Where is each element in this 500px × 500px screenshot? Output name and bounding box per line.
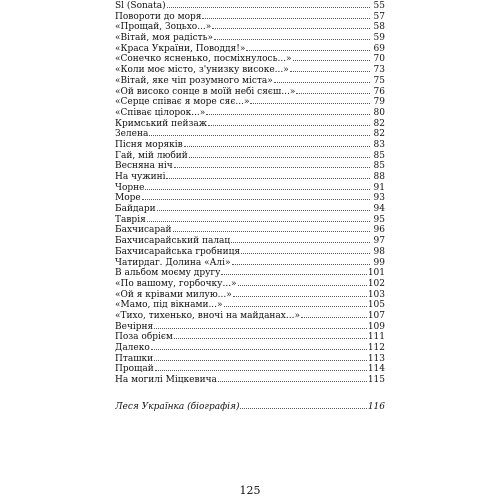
toc-entry-title: «Краса України, Поводдя!»: [115, 43, 246, 54]
toc-entry: [115, 331, 385, 342]
dot-leader: [184, 139, 370, 147]
toc-entry-page: 85: [373, 161, 385, 171]
dot-leader: [174, 160, 370, 168]
table-of-contents: [115, 0, 385, 411]
dot-leader: [166, 171, 370, 179]
toc-entry-page: 99: [373, 257, 385, 268]
toc-entry-title: Леся Українка (біографія): [115, 401, 240, 412]
toc-entry: [115, 150, 385, 161]
dot-leader: [218, 374, 367, 382]
toc-entry-title: «Вітай, яке чіп розумного міста»: [115, 75, 273, 86]
toc-entry: [115, 374, 385, 385]
toc-entry-page: 82: [373, 118, 385, 129]
dot-leader: [301, 310, 367, 318]
dot-leader: [149, 128, 370, 136]
toc-entry-title: На чужині: [115, 172, 166, 182]
toc-entry-title: Бахчисарайська гробниця: [115, 246, 241, 257]
toc-entry-page: 93: [373, 193, 385, 204]
toc-entry-title: Прощай: [115, 364, 154, 375]
dot-leader: [241, 246, 370, 254]
toc-entry: [115, 321, 385, 332]
toc-entry: [115, 267, 385, 278]
toc-entry-page: 88: [373, 172, 385, 182]
toc-entry-page: 101: [367, 268, 385, 278]
toc-entry-page: 105: [367, 300, 385, 310]
toc-entry-title: «Серце співає я море сяє...»: [115, 97, 250, 107]
dot-leader: [154, 321, 367, 329]
toc-entry: [115, 171, 385, 182]
toc-entry: [115, 299, 385, 310]
toc-entry-page: 70: [373, 54, 385, 65]
toc-entry-title: Таврія: [115, 214, 146, 225]
toc-entry-page: 59: [373, 33, 385, 43]
toc-entry: [115, 21, 385, 32]
toc-entry: [115, 289, 385, 300]
toc-entry-title: Кримський пейзаж: [115, 118, 208, 129]
toc-entry: [115, 96, 385, 107]
page-number: 125: [239, 484, 261, 497]
toc-entry: [115, 107, 385, 118]
dot-leader: [214, 32, 370, 40]
dot-leader: [290, 64, 370, 72]
toc-entry: [115, 310, 385, 321]
dot-leader: [224, 299, 367, 307]
toc-entry-title: «Ой я крівами милую...»: [115, 289, 232, 300]
dot-leader: [147, 214, 370, 222]
dot-leader: [145, 182, 370, 190]
dot-leader: [155, 363, 367, 371]
toc-entry-title: Море: [115, 193, 141, 204]
toc-entry-title: «Сонечко ясненько, посміхнулось...»: [115, 54, 292, 65]
toc-entry: [115, 401, 385, 412]
toc-entry-title: Вечірня: [115, 321, 154, 332]
dot-leader: [142, 192, 370, 200]
toc-entry-page: 82: [373, 129, 385, 139]
dot-leader: [157, 203, 370, 211]
toc-entry: [115, 160, 385, 171]
dot-leader: [173, 224, 370, 232]
toc-entry-page: 109: [367, 321, 385, 332]
toc-entry-title: «Прощай, Зоцьхо...»: [115, 22, 212, 33]
toc-entry: [115, 86, 385, 97]
toc-entry-page: 97: [373, 236, 385, 246]
dot-leader: [208, 118, 370, 126]
toc-entry-title: «Тихо, тихенько, вночі на майданах...»: [115, 310, 300, 321]
dot-leader: [238, 278, 367, 286]
toc-entry-page: 113: [367, 353, 385, 364]
toc-entry-title: На могилі Міцкевича: [115, 375, 217, 385]
toc-entry: [115, 246, 385, 257]
toc-entry: [115, 342, 385, 353]
toc-entry-title: «Мамо, під вікнами...»: [115, 300, 223, 310]
toc-entry: [115, 278, 385, 289]
dot-leader: [151, 342, 367, 350]
toc-entry: [115, 75, 385, 86]
dot-leader: [274, 75, 370, 83]
toc-entry-page: 75: [373, 75, 385, 86]
toc-entry-page: 79: [373, 97, 385, 107]
toc-entry-page: 85: [373, 150, 385, 161]
toc-entry-page: 73: [373, 65, 385, 75]
toc-entry: [115, 363, 385, 374]
toc-entry: [115, 353, 385, 364]
toc-entry-page: 102: [367, 278, 385, 289]
toc-entry-title: Далеко: [115, 343, 150, 353]
dot-leader: [293, 53, 370, 61]
dot-leader: [206, 107, 370, 115]
toc-entry-title: Гай, мій любий: [115, 150, 188, 161]
dot-leader: [174, 331, 367, 339]
toc-entry-title: Поза обрієм: [115, 332, 173, 342]
toc-entry: [115, 43, 385, 54]
toc-entry: [115, 64, 385, 75]
dot-leader: [231, 235, 370, 243]
toc-entry: [115, 32, 385, 43]
dot-leader: [167, 0, 370, 8]
toc-entry-page: 91: [373, 182, 385, 193]
toc-entry-page: 94: [373, 204, 385, 214]
toc-entry-page: 80: [373, 107, 385, 118]
toc-entry-page: 112: [367, 343, 385, 353]
toc-entry: [115, 0, 385, 11]
toc-entry: [115, 224, 385, 235]
toc-entry-title: В альбом моєму другу: [115, 268, 221, 278]
toc-entry-page: 115: [367, 375, 385, 385]
toc-entry: [115, 192, 385, 203]
toc-entry-title: Бахчисарайський палац: [115, 236, 231, 246]
toc-entry-title: «По вашому, горбочку...»: [115, 278, 237, 289]
toc-entry-title: Зелена: [115, 129, 149, 139]
toc-entry-title: Весняна ніч: [115, 161, 173, 171]
toc-entry-page: 58: [373, 22, 385, 33]
dot-leader: [212, 21, 370, 29]
toc-entry: [115, 182, 385, 193]
toc-entry-title: Чорне: [115, 182, 145, 193]
toc-entry-title: Чатирдаг. Долина «Алі»: [115, 257, 231, 268]
toc-entry-page: 55: [373, 1, 385, 11]
toc-entry-page: 98: [373, 246, 385, 257]
dot-leader: [154, 353, 367, 361]
toc-entry-page: 69: [373, 43, 385, 54]
toc-entry: [115, 203, 385, 214]
toc-entry: [115, 214, 385, 225]
toc-entry: [115, 139, 385, 150]
toc-entry-title: Пташки: [115, 353, 154, 364]
dot-leader: [202, 11, 370, 19]
toc-entry: [115, 128, 385, 139]
toc-entry: [115, 53, 385, 64]
dot-leader: [233, 289, 367, 297]
toc-entry-page: 116: [367, 401, 385, 412]
toc-entry: [115, 257, 385, 268]
toc-entry-title: «Вітай, моя радість»: [115, 33, 213, 43]
dot-leader: [240, 401, 366, 409]
toc-entry-title: Бахчисарай: [115, 225, 172, 236]
dot-leader: [296, 86, 370, 94]
toc-entry-page: 95: [373, 214, 385, 225]
toc-entry-page: 83: [373, 139, 385, 150]
toc-entry: [115, 118, 385, 129]
toc-entry-page: 107: [367, 310, 385, 321]
toc-entry-title: «Співає цілорок...»: [115, 107, 206, 118]
toc-entry-page: 111: [367, 332, 385, 342]
toc-entry-title: Sl (Sonata): [115, 1, 166, 11]
dot-leader: [189, 150, 370, 158]
toc-entry-page: 76: [373, 86, 385, 97]
toc-entry-title: Пісня моряків: [115, 139, 183, 150]
toc-entry-title: «Коли моє місто, з'унизку високе...»: [115, 65, 289, 75]
toc-entry-title: «Ой високо сонце в моїй небі сяєш...»: [115, 86, 296, 97]
dot-leader: [250, 96, 370, 104]
toc-entry-page: 96: [373, 225, 385, 236]
toc-entry-page: 114: [367, 364, 385, 375]
toc-entry: [115, 235, 385, 246]
toc-entry-title: Повороти до моря: [115, 11, 202, 22]
toc-entry: [115, 11, 385, 22]
toc-entry-page: 57: [373, 11, 385, 22]
dot-leader: [221, 267, 366, 275]
toc-entry-title: Байдари: [115, 204, 156, 214]
toc-entry-page: 103: [367, 289, 385, 300]
dot-leader: [232, 257, 370, 265]
dot-leader: [246, 43, 370, 51]
